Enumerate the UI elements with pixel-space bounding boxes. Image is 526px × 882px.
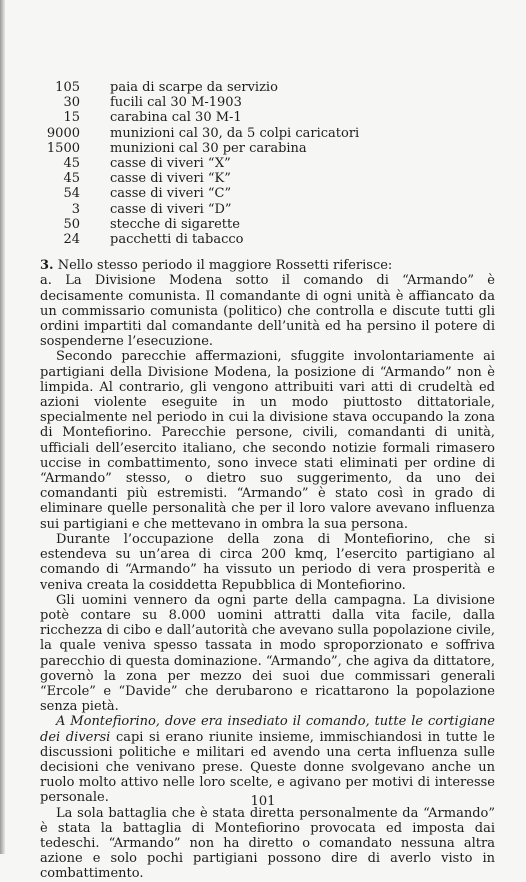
supply-quantity: 24 [63, 232, 80, 248]
supply-list-row [40, 95, 359, 110]
supply-item: munizioni cal 30, da 5 colpi caricatori [110, 125, 360, 141]
supply-item: munizioni cal 30 per carabina [110, 140, 307, 156]
supply-list-row [40, 186, 359, 201]
supply-list-row [40, 126, 359, 141]
supply-item: casse di viveri “D” [110, 201, 232, 217]
supply-item: stecche di sigarette [110, 216, 240, 232]
page-binding-edge [0, 0, 5, 854]
supply-list-row [40, 80, 359, 95]
supply-list-row [40, 202, 359, 217]
supply-quantity: 3 [71, 201, 80, 217]
supply-quantity: 15 [63, 110, 80, 126]
paragraph-d: Gli uomini vennero da ogni parte della campagna. La divisione potè contare su 8.000 uomini attratti dalla vita facile, dalla ricchezza di cibo e dall’autorità che avevano sulla popolazione civile, la quale veniva spesso tassata in modo sproporzionato e soffriva parecchio di questa dominazione. “Armando”, che agiva da dittatore, governò la zona per mezzo dei suoi due commissari generali “Ercole” e “Davide” che derubarono e ricattarono la popolazione senza pietà. [40, 592, 496, 715]
supply-list-row [40, 232, 359, 247]
supply-list-row [40, 171, 359, 186]
section-number: 3. [40, 258, 54, 274]
supply-item: casse di viveri “X” [110, 156, 231, 172]
supply-list-row [40, 141, 359, 156]
supply-quantity: 9000 [46, 125, 80, 141]
supply-list-row [40, 217, 359, 232]
supply-item: casse di viveri “C” [110, 186, 232, 202]
supply-quantity: 30 [63, 95, 80, 111]
page-content [40, 80, 495, 882]
supply-item: pacchetti di tabacco [110, 232, 244, 248]
supply-list-row [40, 110, 359, 125]
section-heading [40, 258, 495, 273]
paragraph-e-rest: capi si erano riunite insieme, immischiandosi in tutte le discussioni politiche e militari ed avendo una certa influenza sulle decisioni che venivano prese. Queste donne svolgevano anche un ruolo molto attivo nelle loro scelte, e agivano per motivi di interesse personale. [40, 729, 495, 806]
supply-item: carabina cal 30 M-1 [110, 110, 242, 126]
supply-list-row [40, 156, 359, 171]
supply-quantity: 50 [63, 216, 80, 232]
supply-item: fucili cal 30 M-1903 [110, 95, 242, 111]
supply-item: paia di scarpe da servizio [110, 80, 278, 95]
supply-quantity: 45 [63, 171, 80, 187]
paragraph-b: Secondo parecchie affermazioni, sfuggite involontariamente ai partigiani della Divisione Modena, la posizione di “Armando” non è limpida. Al contrario, gli vengono attribuiti vari atti di crudeltà ed azioni violente eseguite in un modo piuttosto dittatoriale, specialmente nel periodo in cui la divisione stava occupando la zona di Montefiorino. Parecchie persone, civili, comandanti di unità, ufficiali dell’esercito italiano, che secondo notizie formali rimasero uccise in combattimento, sono invece stati eliminati per ordine di “Armando” stesso, o dietro suo suggerimento, da uno dei comandanti più estremisti. “Armando” è stato così in grado di eliminare quelle personalità che per il loro valore avevano influenza sui partigiani e che mettevano in ombra la sua persona. [40, 349, 495, 532]
supply-quantity: 45 [63, 156, 80, 172]
supply-quantity: 105 [55, 80, 80, 95]
paragraph-e-italic: A Montefiorino, dove era insediato il comando, tutte le cortigiane dei diversi [40, 714, 495, 745]
paragraph-f: La sola battaglia che è stata diretta personalmente da “Armando” è stata la battaglia di Montefiorino provocata ed imposta dai tedeschi. “Armando” non ha diretto o comandato nessuna altra azione e solo pochi partigiani possono dire di averlo visto in combattimento. [40, 805, 495, 882]
supply-quantity: 54 [63, 186, 80, 202]
paragraph-a: a. La Divisione Modena sotto il comando di “Armando” è decisamente comunista. Il comandante di ogni unità è affiancato da un commissario comunista (politico) che controlla e discute tutti gli ordini impartiti dal comandante dell’unità ed ha persino il potere di sospenderne l’esecuzione. [40, 273, 495, 350]
paragraph-e [40, 714, 495, 805]
supply-list [40, 80, 359, 247]
supply-item: casse di viveri “K” [110, 171, 231, 187]
page-number: 101 [250, 794, 276, 809]
supply-quantity: 1500 [46, 140, 80, 156]
paragraph-c: Durante l’occupazione della zona di Montefiorino, che si estendeva su un’area di circa 200 kmq, l’esercito partigiano al comando di “Armando” ha vissuto un periodo di vera prosperità e veniva creata la cosiddetta Repubblica di Montefiorino. [40, 531, 495, 593]
section-intro: Nello stesso periodo il maggiore Rossetti riferisce: [53, 258, 393, 274]
